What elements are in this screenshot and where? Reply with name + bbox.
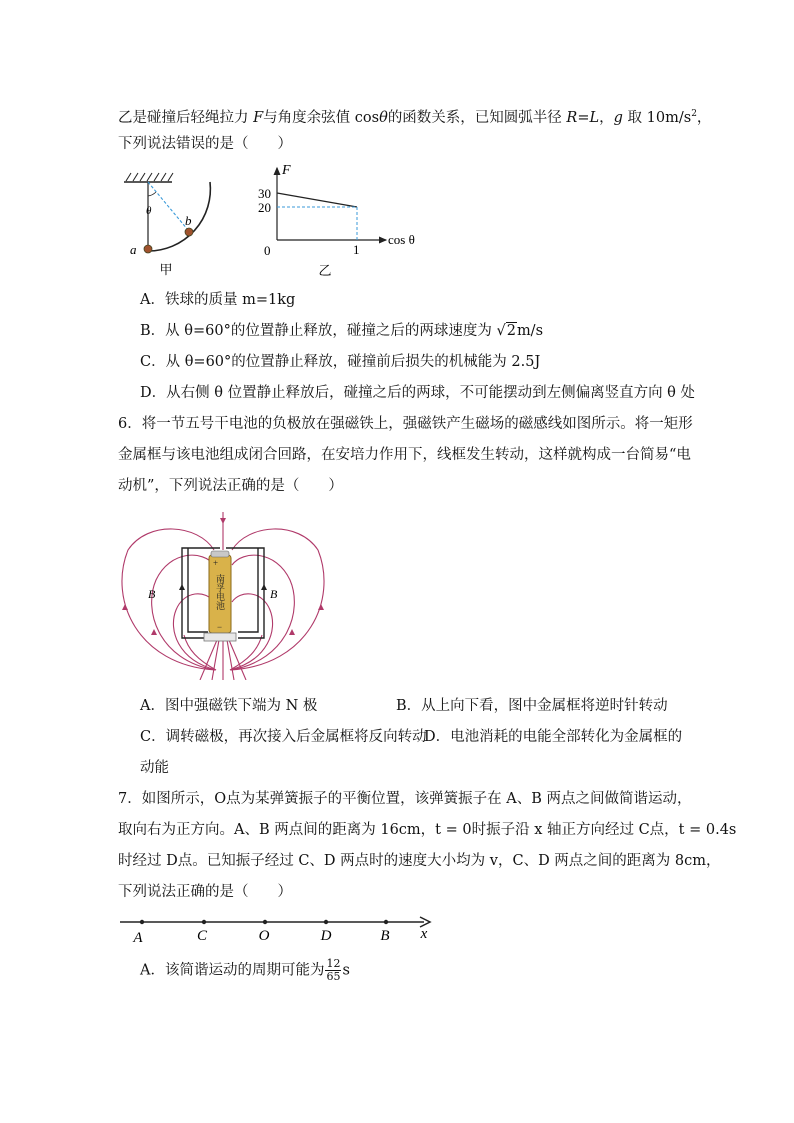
- axis-label-c: C: [196, 928, 208, 944]
- battery-minus: −: [217, 622, 223, 632]
- point-d: [324, 920, 328, 924]
- q7-stem-line3: 时经过 D点。已知振子经过 C、D 两点时的速度大小均为 v，C、D 两点之间的距离为 8cm，: [118, 853, 721, 869]
- point-c: [202, 920, 206, 924]
- q6-stem-line3: 动机”，下列说法正确的是（ ）: [118, 478, 343, 494]
- point-b: [384, 920, 388, 924]
- q5-option-a: A．铁球的质量 m=1kg: [140, 292, 296, 308]
- battery-plus: +: [213, 558, 219, 568]
- q7-axis-figure: [118, 910, 438, 946]
- q5-stem-line1: 乙是碰撞后轻绳拉力 F与角度余弦值 cosθ的函数关系，已知圆弧半径 R=L，g 取 $10m/s^2$，: [118, 109, 712, 126]
- q5-yi-tick-20: 20: [258, 200, 271, 215]
- q7-stem-line1: 7．如图所示，O点为某弹簧振子的平衡位置，该弹簧振子在 A、B 两点之间做简谐运动，: [118, 791, 692, 807]
- q5-jia-label-b: b: [185, 213, 192, 228]
- ball-a: [144, 245, 152, 253]
- q6-B-right: B: [270, 587, 278, 601]
- q5-option-d: D．从右侧 θ 位置静止释放后，碰撞之后的两球，不可能摆动到左侧偏离竖直方向 θ 处: [140, 385, 696, 401]
- magnet: [204, 633, 236, 641]
- q7-stem-line2: 取向右为正方向。A、B 两点间的距离为 16cm，t = 0时振子沿 x 轴正方向经过 C点，t = 0.4s: [118, 822, 737, 838]
- q5-yi-data-line: [277, 193, 357, 207]
- q5-yi-xlabel: cos θ: [388, 232, 415, 247]
- point-a: [140, 920, 144, 924]
- q5-option-c: C．从 θ=60°的位置静止释放，碰撞前后损失的机械能为 2.5J: [140, 354, 541, 370]
- q6-option-c: C．调转磁极，再次接入后金属框将反向转动: [140, 729, 427, 745]
- q5-yi-F-label: F: [282, 163, 291, 178]
- q6-motor-figure: [118, 510, 328, 680]
- q6-option-a: A．图中强磁铁下端为 N 极: [140, 698, 318, 714]
- axis-label-a: A: [133, 930, 143, 946]
- q6-option-d: D．电池消耗的电能全部转化为金属框的: [424, 729, 683, 745]
- q6-stem-line1: 6．将一节五号干电池的负极放在强磁铁上，强磁铁产生磁场的磁感线如图所示。将一矩形: [118, 416, 693, 432]
- q5-figure-jia: [118, 168, 228, 280]
- q5-stem-line2: 下列说法错误的是（ ）: [118, 136, 292, 152]
- fraction: $\frac{12}{65}$: [326, 957, 341, 983]
- axis-label-x: x: [420, 926, 428, 942]
- q6-B-left: B: [148, 587, 156, 601]
- q5-jia-caption: 甲: [159, 262, 173, 277]
- q6-option-d-cont: 动能: [140, 760, 169, 776]
- battery-label: 南孚电池: [215, 574, 225, 610]
- point-o: [263, 920, 267, 924]
- axis-label-o: O: [258, 928, 270, 944]
- q5-jia-theta-label: θ: [146, 205, 152, 217]
- q7-option-a: A．该简谐运动的周期可能为 $\frac{12}{65}$ s: [140, 957, 350, 983]
- q5-jia-label-a: a: [130, 242, 137, 257]
- q5-yi-caption: 乙: [318, 263, 332, 278]
- q5-figure-yi: [250, 158, 430, 280]
- q6-option-b: B．从上向下看，图中金属框将逆时针转动: [396, 698, 668, 714]
- axis-label-d: D: [320, 928, 332, 944]
- ball-b: [185, 228, 193, 236]
- q6-stem-line2: 金属框与该电池组成闭合回路，在安培力作用下，线框发生转动，这样就构成一台简易“电: [118, 447, 691, 463]
- q5-yi-tick-30: 30: [258, 186, 271, 201]
- q5-yi-tick-1: 1: [353, 242, 360, 257]
- axis-label-b: B: [380, 928, 390, 944]
- q7-stem-line4: 下列说法正确的是（ ）: [118, 884, 292, 900]
- q5-yi-origin: 0: [264, 243, 271, 258]
- q5-option-b: B．从 θ=60°的位置静止释放，碰撞之后的两球速度为 √2m/s: [140, 323, 544, 339]
